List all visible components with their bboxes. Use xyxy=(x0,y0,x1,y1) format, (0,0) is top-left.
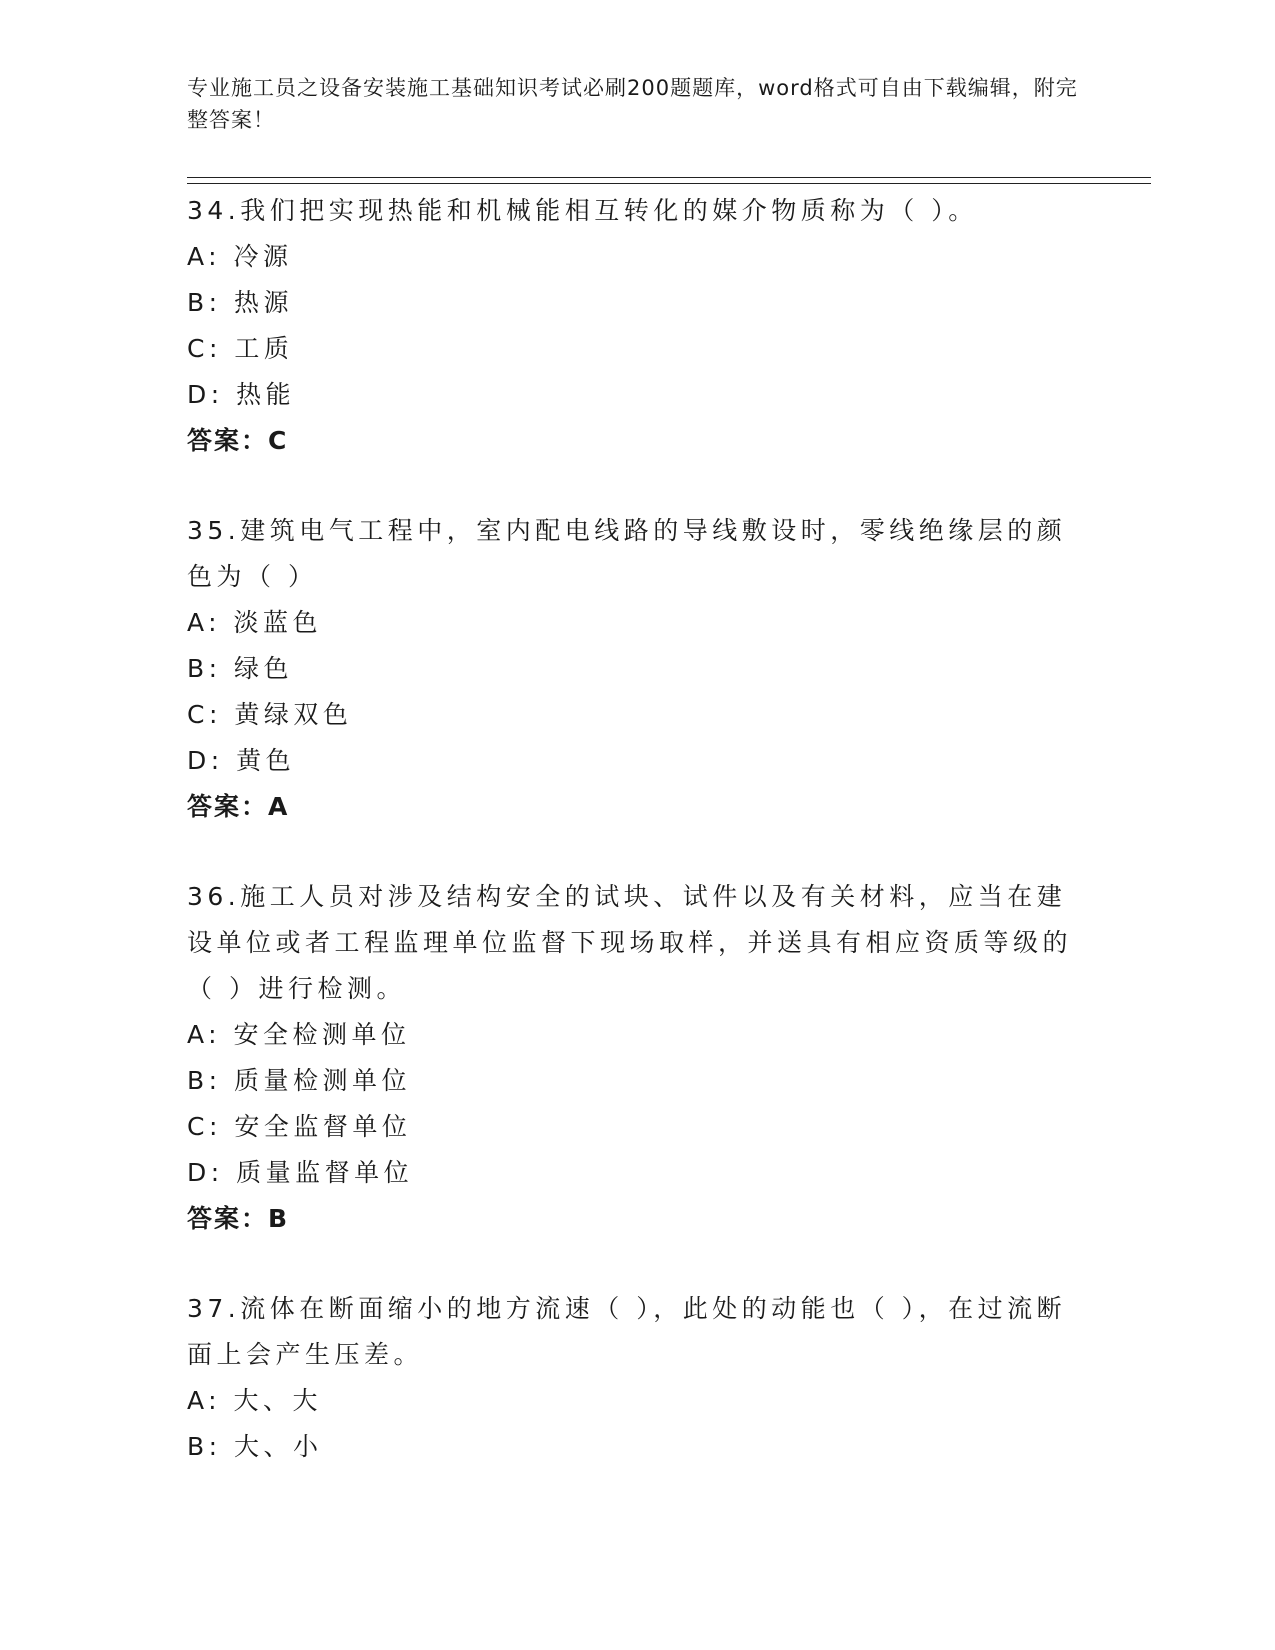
option-a: A: 冷源 xyxy=(187,242,293,271)
option-d: D: 热能 xyxy=(187,380,296,409)
option-b: B: 大、小 xyxy=(187,1432,323,1461)
option-b: B: 质量检测单位 xyxy=(187,1066,412,1095)
question-34 xyxy=(187,188,1087,464)
option-c: C: 安全监督单位 xyxy=(187,1112,412,1141)
question-37 xyxy=(187,1286,1087,1470)
header-divider-bottom xyxy=(187,183,1151,184)
question-text: 37.流体在断面缩小的地方流速（ ），此处的动能也（ ），在过流断面上会产生压差。 xyxy=(187,1294,1067,1369)
question-list xyxy=(187,188,1087,1514)
option-b: B: 绿色 xyxy=(187,654,294,683)
question-text: 36.施工人员对涉及结构安全的试块、试件以及有关材料，应当在建设单位或者工程监理单位监督下现场取样，并送具有相应资质等级的（ ）进行检测。 xyxy=(187,882,1073,1003)
answer-line: 答案：A xyxy=(187,792,290,821)
question-text: 34.我们把实现热能和机械能相互转化的媒介物质称为（ ）。 xyxy=(187,196,978,225)
option-a: A: 安全检测单位 xyxy=(187,1020,411,1049)
option-b: B: 热源 xyxy=(187,288,294,317)
option-a: A: 淡蓝色 xyxy=(187,608,323,637)
answer-line: 答案：C xyxy=(187,426,289,455)
answer-line: 答案：B xyxy=(187,1204,290,1233)
option-c: C: 黄绿双色 xyxy=(187,700,353,729)
question-36 xyxy=(187,874,1087,1242)
option-d: D: 质量监督单位 xyxy=(187,1158,414,1187)
option-d: D: 黄色 xyxy=(187,746,296,775)
header-title: 专业施工员之设备安装施工基础知识考试必刷200题题库，word格式可自由下载编辑，附完整答案！ xyxy=(187,76,1078,132)
question-35 xyxy=(187,508,1087,830)
option-a: A: 大、大 xyxy=(187,1386,323,1415)
option-c: C: 工质 xyxy=(187,334,294,363)
question-text: 35.建筑电气工程中，室内配电线路的导线敷设时，零线绝缘层的颜色为（ ） xyxy=(187,516,1067,591)
document-header xyxy=(187,72,1087,136)
header-divider-top xyxy=(187,177,1151,178)
